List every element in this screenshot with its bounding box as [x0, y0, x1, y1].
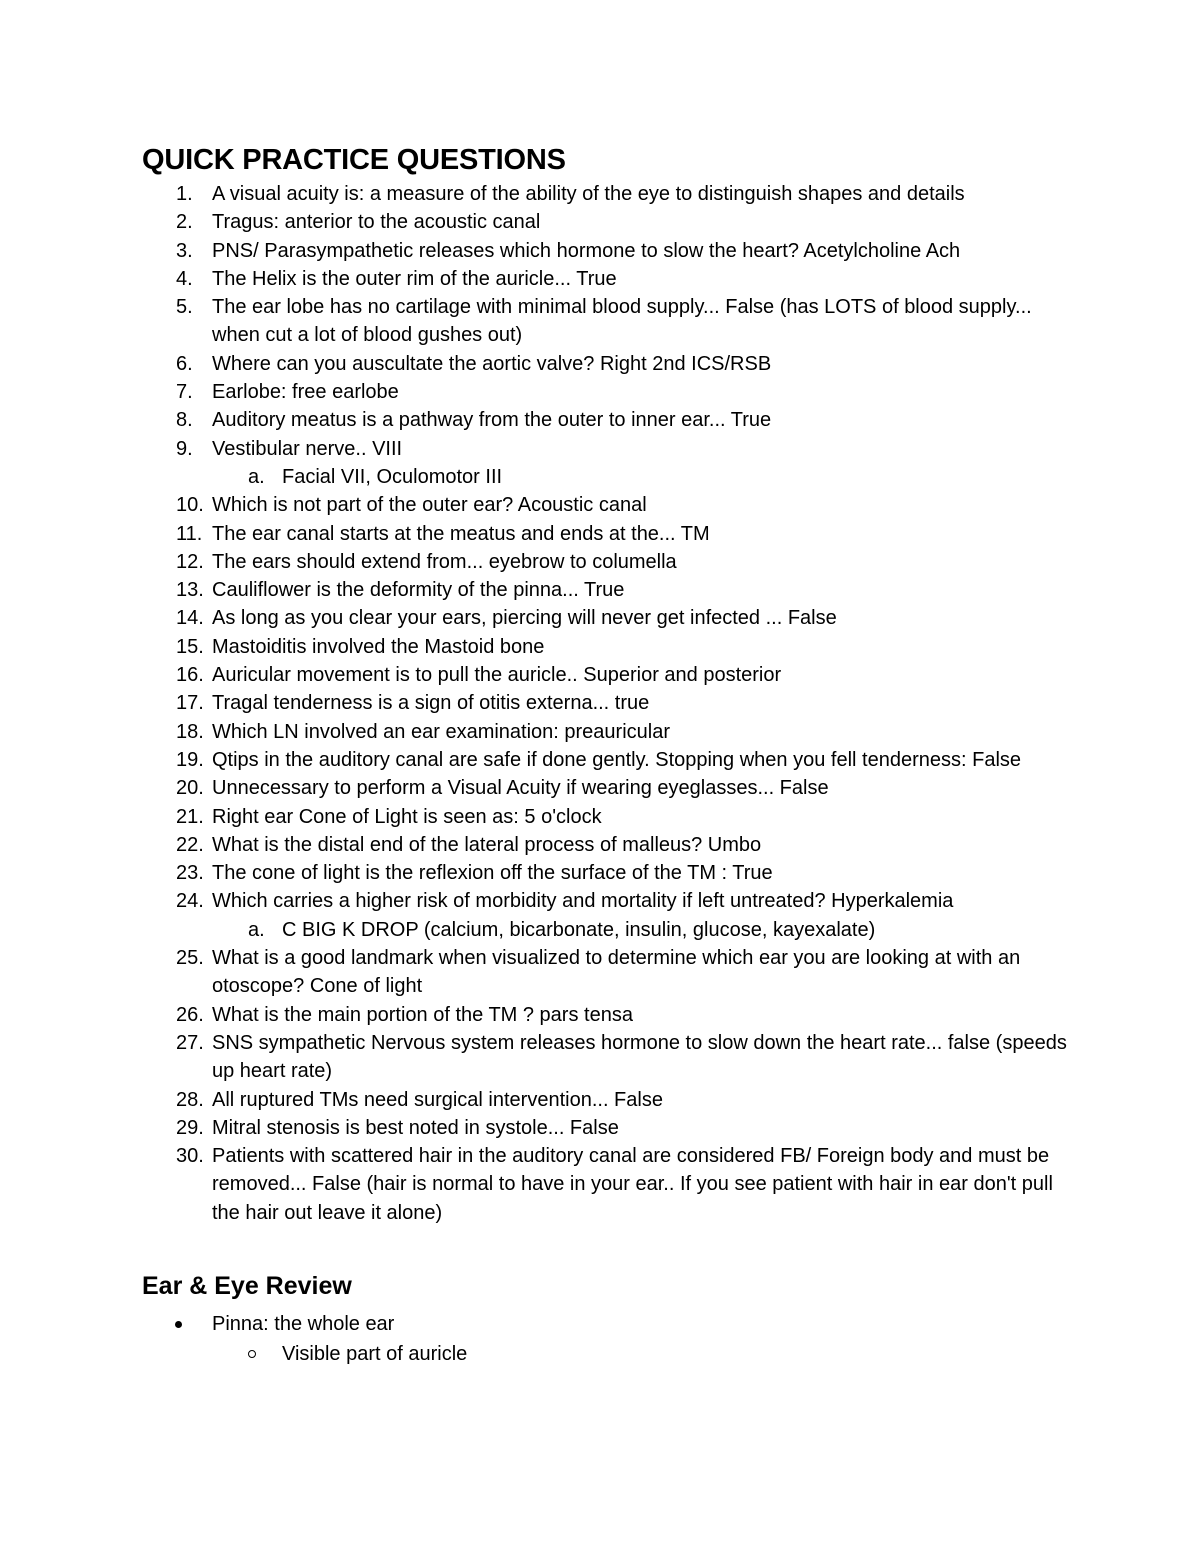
question-text: Mitral stenosis is best noted in systole... False	[212, 1116, 619, 1139]
question-item-5	[142, 293, 1072, 350]
question-number: 26.	[176, 1003, 204, 1026]
question-text: PNS/ Parasympathetic releases which hormone to slow the heart? Acetylcholine Ach	[212, 239, 961, 262]
review-list	[142, 1309, 1072, 1369]
question-text: What is a good landmark when visualized to determine which ear you are looking at with an otoscope? Cone of light	[212, 947, 1021, 998]
question-number: 25.	[176, 947, 204, 970]
hollow-bullet-icon	[248, 1350, 256, 1358]
question-item-23	[142, 859, 1072, 887]
question-text: Which is not part of the outer ear? Acoustic canal	[212, 494, 647, 517]
section-title-quick-practice: QUICK PRACTICE QUESTIONS	[142, 144, 566, 176]
question-item-30	[142, 1142, 1072, 1227]
question-item-13	[142, 576, 1072, 604]
question-text: Tragal tenderness is a sign of otitis externa... true	[212, 692, 650, 715]
question-item-9	[142, 435, 1072, 463]
question-text: What is the main portion of the TM ? pars tensa	[212, 1003, 633, 1026]
question-item-16	[142, 661, 1072, 689]
subitem-marker: a.	[248, 465, 265, 488]
question-text: SNS sympathetic Nervous system releases hormone to slow down the heart rate... false (speeds up heart rate)	[212, 1031, 1067, 1083]
question-text: Where can you auscultate the aortic valve? Right 2nd ICS/RSB	[212, 352, 772, 375]
question-item-25	[142, 944, 1072, 1001]
document-content	[142, 140, 1072, 1369]
question-item-14	[142, 604, 1072, 632]
question-item-3	[142, 237, 1072, 265]
section-title-ear-eye-review: Ear & Eye Review	[142, 1271, 352, 1300]
question-item-4	[142, 265, 1072, 293]
question-item-20	[142, 774, 1072, 802]
question-item-26	[142, 1001, 1072, 1029]
question-number: 22.	[176, 833, 204, 856]
question-text: The ears should extend from... eyebrow to columella	[212, 550, 677, 573]
question-item-7	[142, 378, 1072, 406]
question-text: As long as you clear your ears, piercing will never get infected ... False	[212, 607, 837, 630]
question-number: 2.	[176, 211, 193, 234]
question-number: 1.	[176, 183, 193, 205]
question-text: The cone of light is the reflexion off the surface of the TM : True	[212, 862, 773, 885]
review-bullet-text: Pinna: the whole ear	[212, 1312, 395, 1335]
question-text: Which carries a higher risk of morbidity and mortality if left untreated? Hyperkalemia	[212, 890, 954, 913]
question-text: Right ear Cone of Light is seen as: 5 o'clock	[212, 805, 602, 828]
question-item-22	[142, 831, 1072, 859]
review-subbullet-text: Visible part of auricle	[282, 1342, 468, 1365]
subitem-text: C BIG K DROP (calcium, bicarbonate, insulin, glucose, kayexalate)	[282, 918, 876, 941]
question-text: Patients with scattered hair in the auditory canal are considered FB/ Foreign body and must be removed... False (hair is normal to have in your ear.. If you see patient with hair in ear don't pull the hair out leave it alone)	[212, 1145, 1053, 1224]
question-text: All ruptured TMs need surgical intervention... False	[212, 1088, 663, 1111]
question-text: The ear lobe has no cartilage with minimal blood supply... False (has LOTS of blood supply... when cut a lot of blood gushes out)	[212, 296, 1032, 347]
question-number: 29.	[176, 1116, 204, 1139]
question-number: 17.	[176, 692, 204, 715]
question-number: 23.	[176, 862, 204, 885]
question-number: 6.	[176, 352, 193, 375]
question-number: 8.	[176, 409, 193, 432]
question-item-19	[142, 746, 1072, 774]
review-bullet-item	[142, 1309, 1072, 1339]
question-number: 14.	[176, 607, 204, 630]
question-item-12	[142, 548, 1072, 576]
question-number: 16.	[176, 664, 204, 687]
question-text: Earlobe: free earlobe	[212, 381, 399, 404]
question-text: Vestibular nerve.. VIII	[212, 437, 403, 460]
question-item-2	[142, 208, 1072, 236]
subitem-text: Facial VII, Oculomotor III	[282, 465, 503, 488]
question-number: 24.	[176, 890, 204, 913]
question-list	[142, 180, 1072, 1227]
question-text: Qtips in the auditory canal are safe if done gently. Stopping when you fell tenderness: False	[212, 748, 1022, 771]
question-number: 18.	[176, 720, 204, 743]
question-number: 7.	[176, 381, 193, 404]
question-text: Which LN involved an ear examination: preauricular	[212, 720, 671, 743]
question-item-27	[142, 1029, 1072, 1086]
question-item-17	[142, 689, 1072, 717]
question-item-29	[142, 1114, 1072, 1142]
question-text: Mastoiditis involved the Mastoid bone	[212, 635, 545, 658]
question-text: Tragus: anterior to the acoustic canal	[212, 211, 541, 234]
question-number: 13.	[176, 579, 204, 602]
question-text: The ear canal starts at the meatus and ends at the... TM	[212, 522, 710, 545]
subitem-marker: a.	[248, 918, 265, 941]
question-subitem-24a	[142, 916, 1072, 944]
question-number: 9.	[176, 437, 193, 460]
question-number: 10.	[176, 494, 204, 517]
question-text: Cauliflower is the deformity of the pinna... True	[212, 579, 625, 602]
review-subbullet-item	[142, 1339, 1072, 1369]
question-item-1	[142, 180, 1072, 208]
question-number: 20.	[176, 777, 204, 800]
question-subitem-9a	[142, 463, 1072, 491]
question-number: 15.	[176, 635, 204, 658]
question-text: The Helix is the outer rim of the auricle... True	[212, 267, 617, 290]
question-number: 27.	[176, 1031, 204, 1054]
question-item-28	[142, 1086, 1072, 1114]
question-number: 21.	[176, 805, 204, 828]
question-text: A visual acuity is: a measure of the ability of the eye to distinguish shapes and details	[212, 183, 965, 205]
question-number: 11.	[176, 522, 203, 545]
question-item-18	[142, 718, 1072, 746]
question-item-15	[142, 633, 1072, 661]
question-item-11	[142, 520, 1072, 548]
question-text: Auricular movement is to pull the auricle.. Superior and posterior	[212, 664, 782, 687]
question-text: What is the distal end of the lateral process of malleus? Umbo	[212, 833, 762, 856]
question-item-24	[142, 887, 1072, 915]
question-item-8	[142, 406, 1072, 434]
question-number: 12.	[176, 550, 204, 573]
question-number: 4.	[176, 267, 193, 290]
question-item-6	[142, 350, 1072, 378]
filled-bullet-icon	[175, 1321, 182, 1328]
question-number: 5.	[176, 296, 193, 319]
question-number: 19.	[176, 748, 204, 771]
question-item-21	[142, 803, 1072, 831]
question-number: 3.	[176, 239, 193, 262]
question-item-10	[142, 491, 1072, 519]
question-text: Unnecessary to perform a Visual Acuity if wearing eyeglasses... False	[212, 777, 829, 800]
question-text: Auditory meatus is a pathway from the outer to inner ear... True	[212, 409, 772, 432]
question-number: 30.	[176, 1145, 204, 1168]
question-number: 28.	[176, 1088, 204, 1111]
